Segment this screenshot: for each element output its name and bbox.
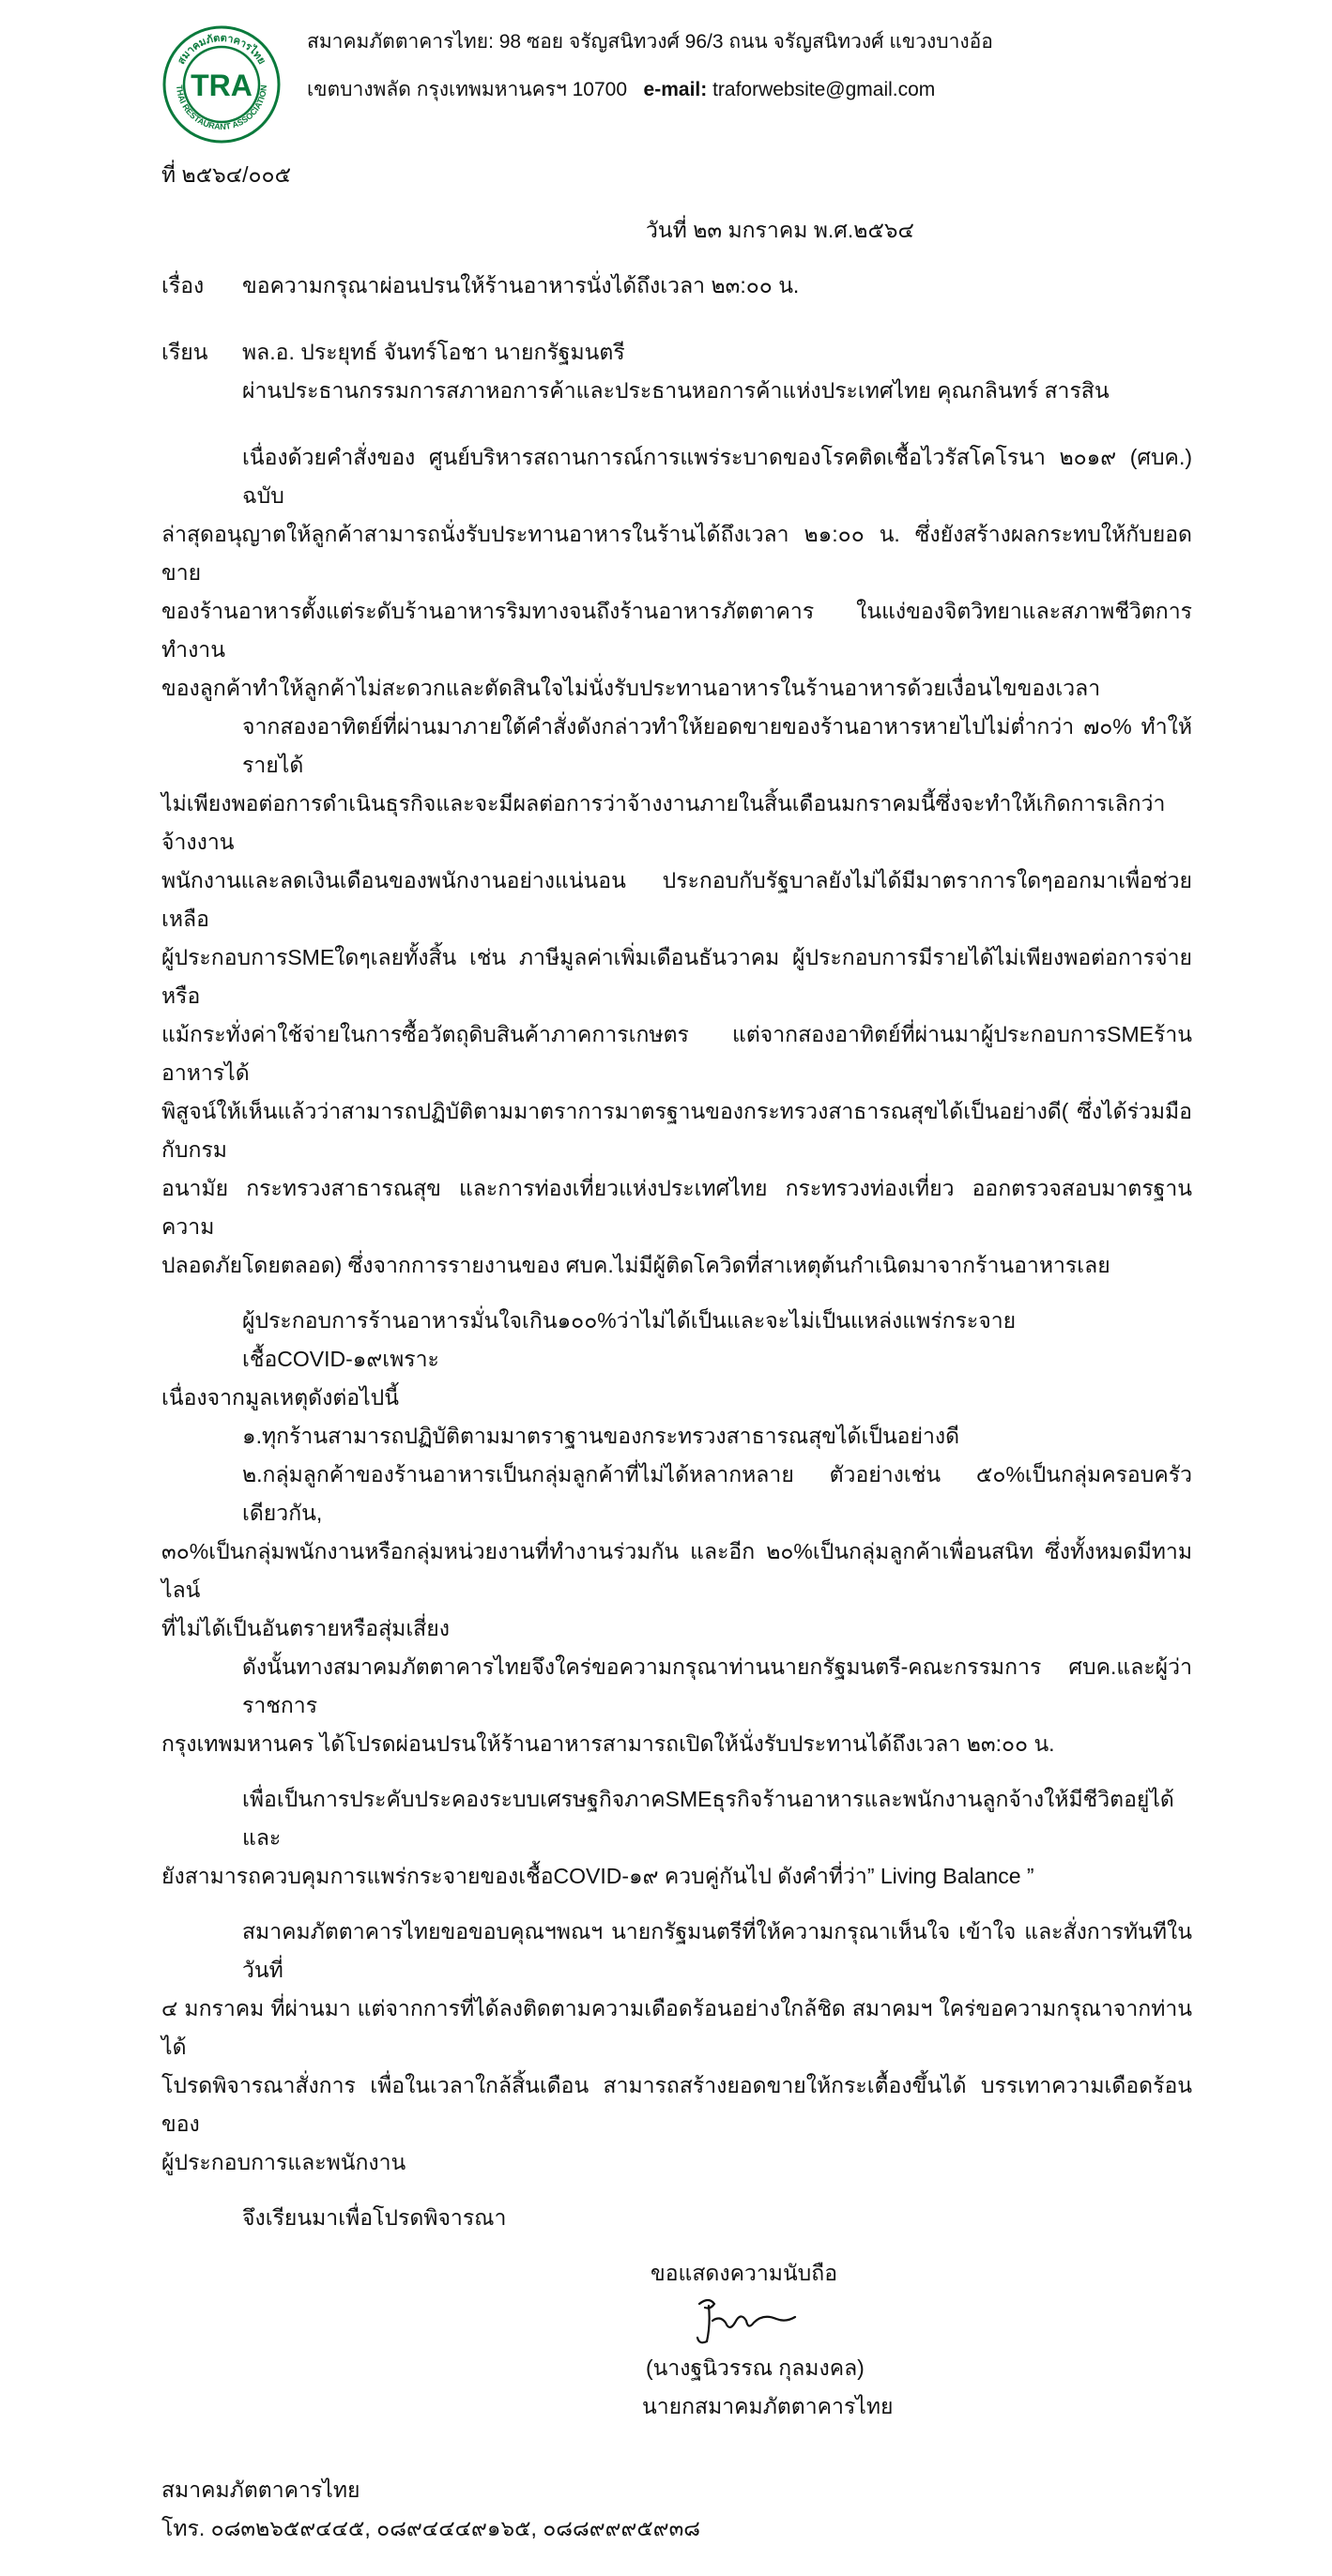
- subject-line: [161, 267, 1192, 305]
- paragraph-4: [161, 1648, 1192, 1763]
- text-line: ยังสามารถควบคุมการแพร่กระจายของเชื้อCOVID-๑๙ ควบคู่กันไป ดังคำที่ว่า” Living Balance ”: [161, 1864, 1034, 1888]
- footer-organization: สมาคมภัตตาคารไทย: [161, 2477, 360, 2502]
- recipient-line2: ผ่านประธานกรรมการสภาหอการค้าและประธานหอการค้าแห่งประเทศไทย คุณกลินทร์ สารสิน: [242, 378, 1110, 403]
- svg-text:สมาคมภัตตาคารไทย: สมาคมภัตตาคารไทย: [176, 32, 268, 67]
- reference-number: ที่ ๒๕๖๔/๐๐๕: [161, 162, 291, 187]
- paragraph-6: [161, 1913, 1192, 2182]
- text-line: เนื่องจากมูลเหตุดังต่อไปนี้: [161, 1385, 399, 1410]
- paragraph-3: [161, 1302, 1192, 1417]
- signer-name: (นางฐนิวรรณ กุลมงคล): [646, 2355, 865, 2380]
- recipient-label: เรียน: [161, 340, 208, 364]
- text-line: ผู้ประกอบการร้านอาหารมั่นใจเกิน๑๐๐%ว่าไม่ได้เป็นและจะไม่เป็นแหล่งแพร่กระจายเชื้อCOVID-๑๙เพราะ: [242, 1308, 1017, 1371]
- letter-date: วันที่ ๒๓ มกราคม พ.ศ.๒๕๖๔: [646, 218, 914, 242]
- paragraph-7: [161, 2199, 1192, 2237]
- letter: [161, 0, 1192, 2576]
- text-line: อนามัย กระทรวงสาธารณสุข และการท่องเที่ยวแห่งประเทศไทย กระทรวงท่องเที่ยว ออกตรวจสอบมาตรฐานความ: [161, 1176, 1192, 1239]
- svg-text:THAI RESTAURANT ASSOCIATION: THAI RESTAURANT ASSOCIATION: [174, 84, 269, 132]
- text-line: เพื่อเป็นการประคับประคองระบบเศรษฐกิจภาคSMEธุรกิจร้านอาหารและพนักงานลูกจ้างให้มีชีวิตอยู่ได้และ: [242, 1787, 1174, 1850]
- subject-label: เรื่อง: [161, 273, 205, 297]
- recipient: [161, 333, 1192, 410]
- text-line: จึงเรียนมาเพื่อโปรดพิจารณา: [242, 2205, 507, 2230]
- text-line: ดังนั้นทางสมาคมภัตตาคารไทยจึงใคร่ขอความกรุณาท่านนายกรัฐมนตรี-คณะกรรมการ ศบค.และผู้ว่าราชการ: [242, 1654, 1192, 1717]
- letterhead: [161, 24, 1192, 156]
- letterhead-address: เขตบางพลัด กรุงเทพมหานครฯ 10700: [307, 79, 628, 100]
- recipient-line1: พล.อ. ประยุทธ์ จันทร์โอชา นายกรัฐมนตรี: [242, 340, 625, 364]
- text-line: กรุงเทพมหานคร ได้โปรดผ่อนปรนให้ร้านอาหารสามารถเปิดให้นั่งรับประทานได้ถึงเวลา ๒๓:๐๐ น.: [161, 1731, 1055, 1756]
- paragraph-1: [161, 438, 1192, 708]
- text-line: โปรดพิจารณาสั่งการ เพื่อในเวลาใกล้สิ้นเดือน สามารถสร้างยอดขายให้กระเตื้องขึ้นได้ บรรเทาความเดือดร้อนของ: [161, 2073, 1192, 2136]
- signature: [690, 2293, 821, 2349]
- text-line: แม้กระทั่งค่าใช้จ่ายในการซื้อวัตถุดิบสินค้าภาคการเกษตร แต่จากสองอาทิตย์ที่ผ่านมาผู้ประกอบการSMEร้านอาหารได้: [161, 1022, 1192, 1085]
- signer-title: นายกสมาคมภัตตาคารไทย: [642, 2394, 894, 2418]
- text-line: สมาคมภัตตาคารไทยขอขอบคุณฯพณฯ นายกรัฐมนตรีที่ให้ความกรุณาเห็นใจ เข้าใจ และสั่งการทันทีในวันที่: [242, 1919, 1192, 1982]
- list-item-1: [161, 1417, 1192, 1456]
- letterhead-address-line1: สมาคมภัตตาคารไทย: 98 ซอย จรัญสนิทวงศ์ 96/3 ถนน จรัญสนิทวงศ์ แขวงบางอ้อ: [307, 31, 993, 53]
- list-item-2: [161, 1456, 1192, 1648]
- text-line: ๒.กลุ่มลูกค้าของร้านอาหารเป็นกลุ่มลูกค้าที่ไม่ได้หลากหลาย ตัวอย่างเช่น ๕๐%เป็นกลุ่มครอบครัวเดียวกัน,: [242, 1462, 1192, 1525]
- text-line: ที่ไม่ได้เป็นอันตรายหรือสุ่มเสี่ยง: [161, 1616, 450, 1640]
- closing-salutation: ขอแสดงความนับถือ: [651, 2261, 838, 2285]
- footer-phones: โทร. ๐๘๓๒๖๕๙๔๔๕, ๐๘๙๔๔๔๙๑๖๕, ๐๘๘๙๙๙๕๙๓๘: [161, 2516, 701, 2540]
- text-line: ของร้านอาหารตั้งแต่ระดับร้านอาหารริมทางจนถึงร้านอาหารภัตตาคาร ในแง่ของจิตวิทยาและสภาพชีวิตการทำงาน: [161, 599, 1192, 662]
- text-line: ๑.ทุกร้านสามารถปฏิบัติตามมาตราฐานของกระทรวงสาธารณสุขได้เป็นอย่างดี: [242, 1424, 960, 1448]
- text-line: ของลูกค้าทำให้ลูกค้าไม่สะดวกและตัดสินใจไม่นั่งรับประทานอาหารในร้านอาหารด้วยเงื่อนไขของเวลา: [161, 676, 1101, 700]
- text-line: ๓๐%เป็นกลุ่มพนักงานหรือกลุ่มหน่วยงานที่ทำงานร่วมกัน และอีก ๒๐%เป็นกลุ่มลูกค้าเพื่อนสนิท ซึ่งทั้งหมดมีทามไลน์: [161, 1539, 1192, 1602]
- text-line: ล่าสุดอนุญาตให้ลูกค้าสามารถนั่งรับประทานอาหารในร้านได้ถึงเวลา ๒๑:๐๐ น. ซึ่งยังสร้างผลกระทบให้กับยอดขาย: [161, 522, 1192, 585]
- text-line: ผู้ประกอบการและพนักงาน: [161, 2150, 406, 2174]
- text-line: เนื่องด้วยคำสั่งของ ศูนย์บริหารสถานการณ์การแพร่ระบาดของโรคติดเชื้อไวรัสโคโรนา ๒๐๑๙ (ศบค.) ฉบับ: [242, 445, 1192, 508]
- paragraph-5: [161, 1780, 1192, 1896]
- text-line: ปลอดภัยโดยตลอด) ซึ่งจากการรายงานของ ศบค.ไม่มีผู้ติดโควิดที่สาเหตุต้นกำเนิดมาจากร้านอาหารเลย: [161, 1253, 1110, 1277]
- email-label: e-mail:: [643, 79, 708, 100]
- text-line: ๔ มกราคม ที่ผ่านมา แต่จากการที่ได้ลงติดตามความเดือดร้อนอย่างใกล้ชิด สมาคมฯ ใคร่ขอความกรุณาจากท่านได้: [161, 1996, 1192, 2059]
- letterhead-address-line2: [307, 76, 1192, 104]
- text-line: จากสองอาทิตย์ที่ผ่านมาภายใต้คำสั่งดังกล่าวทำให้ยอดขายของร้านอาหารหายไปไม่ต่ำกว่า ๗๐% ทำให้รายได้: [242, 714, 1192, 777]
- svg-text:TRA: TRA: [191, 69, 253, 102]
- text-line: พนักงานและลดเงินเดือนของพนักงานอย่างแน่นอน ประกอบกับรัฐบาลยังไม่ได้มีมาตราการใดๆออกมาเพื่อช่วยเหลือ: [161, 868, 1192, 931]
- subject-text: ขอความกรุณาผ่อนปรนให้ร้านอาหารนั่งได้ถึงเวลา ๒๓:๐๐ น.: [242, 273, 800, 297]
- text-line: ผู้ประกอบการSMEใดๆเลยทั้งสิ้น เช่น ภาษีมูลค่าเพิ่มเดือนธันวาคม ผู้ประกอบการมีรายได้ไม่เพียงพอต่อการจ่ายหรือ: [161, 945, 1192, 1008]
- text-line: พิสูจน์ให้เห็นแล้วว่าสามารถปฏิบัติตามมาตราการมาตรฐานของกระทรวงสาธารณสุขได้เป็นอย่างดี( ซึ่งได้ร่วมมือกับกรม: [161, 1099, 1192, 1162]
- text-line: ไม่เพียงพอต่อการดำเนินธุรกิจและจะมีผลต่อการว่าจ้างงานภายในสิ้นเดือนมกราคมนี้ซึ่งจะทำให้เกิดการเลิกว่าจ้างงาน: [161, 791, 1166, 854]
- paragraph-2: [161, 708, 1192, 1285]
- email-address: traforwebsite@gmail.com: [712, 79, 936, 100]
- tra-logo: [161, 24, 282, 145]
